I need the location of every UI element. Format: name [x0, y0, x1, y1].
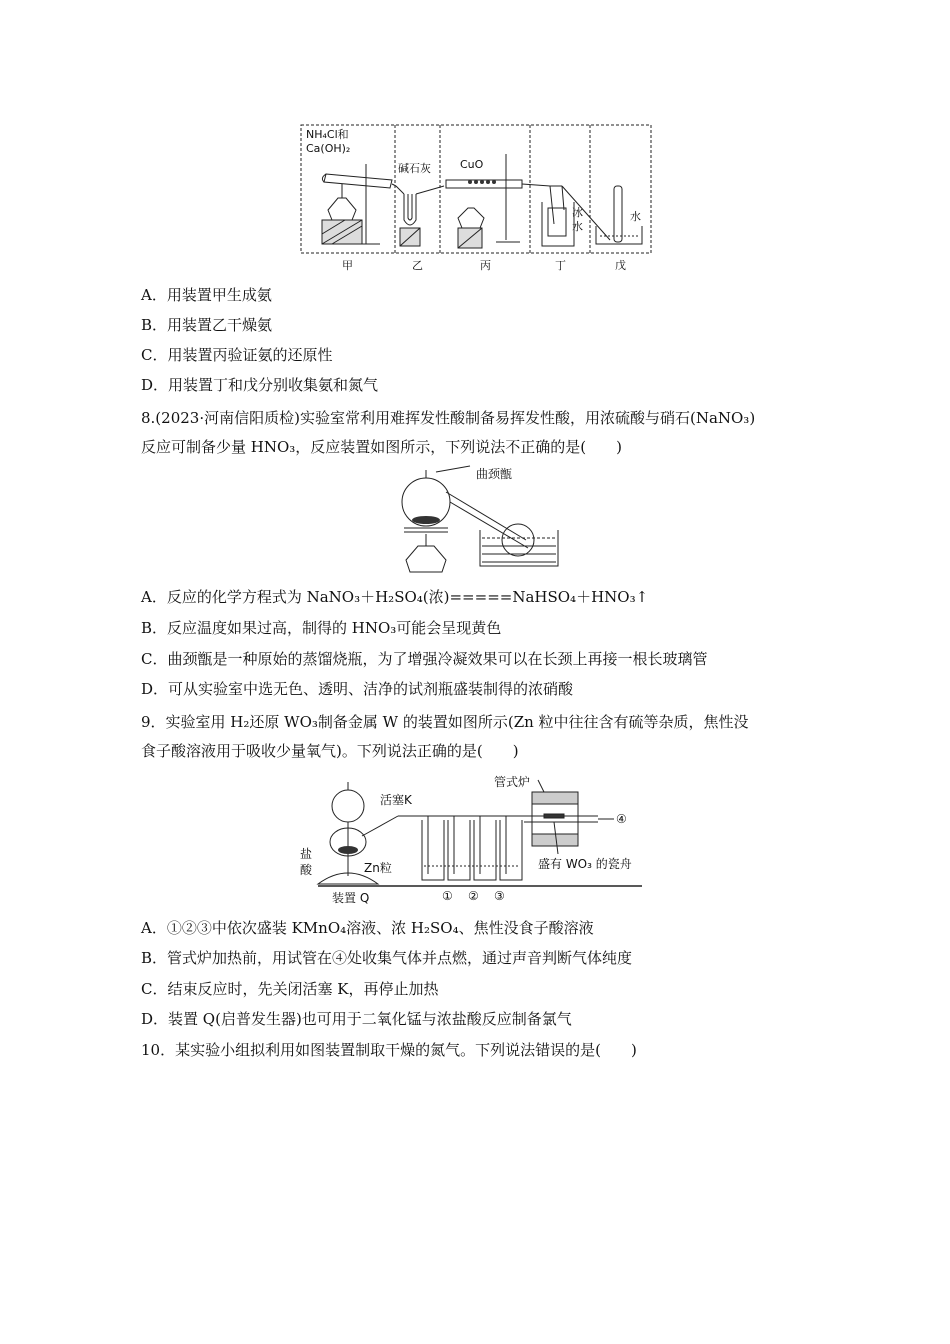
q9-option-b: B．管式炉加热前，用试管在④处收集气体并点燃，通过声音判断气体纯度 — [141, 949, 633, 967]
ice-water-label-2: 水 — [572, 220, 583, 233]
outlet-mark-4: ④ — [616, 812, 627, 826]
valve-k-label: 活塞K — [380, 793, 412, 807]
station-label: 丙 — [480, 259, 491, 272]
q8-stem-line-2: 反应可制备少量 HNO₃，反应装置如图所示，下列说法不正确的是( ) — [141, 438, 622, 456]
q9-stem-line-1: 9．实验室用 H₂还原 WO₃制备金属 W 的装置如图所示(Zn 粒中往往含有硫等杂质，焦性没 — [141, 713, 749, 731]
zinc-granules-label: Zn粒 — [364, 861, 392, 875]
hydrochloric-acid-label-1: 盐 — [300, 847, 313, 861]
retort-label: 曲颈甑 — [476, 467, 513, 481]
q7-option-c: C．用装置丙验证氨的还原性 — [141, 346, 333, 364]
station-label: 丁 — [555, 259, 566, 272]
reagent-label-1: NH₄Cl和 — [306, 128, 349, 141]
q8-option-b: B．反应温度如果过高，制得的 HNO₃可能会呈现黄色 — [141, 619, 502, 637]
q7-option-d: D．用装置丁和戊分别收集氨和氮气 — [141, 376, 379, 394]
q7-option-b: B．用装置乙干燥氨 — [141, 316, 273, 334]
bottle-mark-1: ① — [442, 889, 453, 903]
q8-option-a: A．反应的化学方程式为 NaNO₃＋H₂SO₄(浓)=====NaHSO₄＋HNO₃↑ — [141, 588, 649, 606]
station-label: 甲 — [342, 259, 353, 272]
q10-stem: 10．某实验小组拟利用如图装置制取干燥的氮气。下列说法错误的是( ) — [141, 1041, 637, 1059]
ammonia-apparatus-figure — [300, 124, 652, 274]
q8-option-c: C．曲颈甑是一种原始的蒸馏烧瓶，为了增强冷凝效果可以在长颈上再接一根长玻璃管 — [141, 650, 708, 668]
cuo-label: CuO — [460, 158, 484, 171]
q9-stem-line-2: 食子酸溶液用于吸收少量氧气)。下列说法正确的是( ) — [141, 742, 519, 760]
retort-figure — [396, 462, 566, 574]
station-label: 戊 — [615, 259, 626, 272]
q8-option-d: D．可从实验室中选无色、透明、洁净的试剂瓶盛装制得的浓硝酸 — [141, 680, 574, 698]
kipp-apparatus-figure — [298, 770, 643, 908]
bottle-mark-2: ② — [468, 889, 479, 903]
bottle-mark-3: ③ — [494, 889, 505, 903]
water-label: 水 — [630, 210, 641, 223]
tube-furnace-label: 管式炉 — [494, 775, 531, 789]
q7-option-a: A．用装置甲生成氨 — [141, 286, 272, 304]
device-q-label: 装置 Q — [332, 891, 370, 905]
q9-option-d: D．装置 Q(启普发生器)也可用于二氧化锰与浓盐酸反应制备氯气 — [141, 1010, 572, 1028]
hydrochloric-acid-label-2: 酸 — [300, 863, 313, 877]
soda-lime-label: 碱石灰 — [398, 162, 431, 175]
ice-water-label-1: 冰 — [572, 206, 583, 219]
q8-stem-line-1: 8.(2023·河南信阳质检)实验室常利用难挥发性酸制备易挥发性酸，用浓硫酸与硝石(NaNO₃) — [141, 409, 756, 427]
boat-label: 盛有 WO₃ 的瓷舟 — [538, 857, 632, 871]
q9-option-a: A．①②③中依次盛装 KMnO₄溶液、浓 H₂SO₄、焦性没食子酸溶液 — [141, 919, 594, 937]
q9-option-c: C．结束反应时，先关闭活塞 K，再停止加热 — [141, 980, 439, 998]
reagent-label-2: Ca(OH)₂ — [306, 142, 351, 155]
station-label: 乙 — [412, 259, 423, 272]
